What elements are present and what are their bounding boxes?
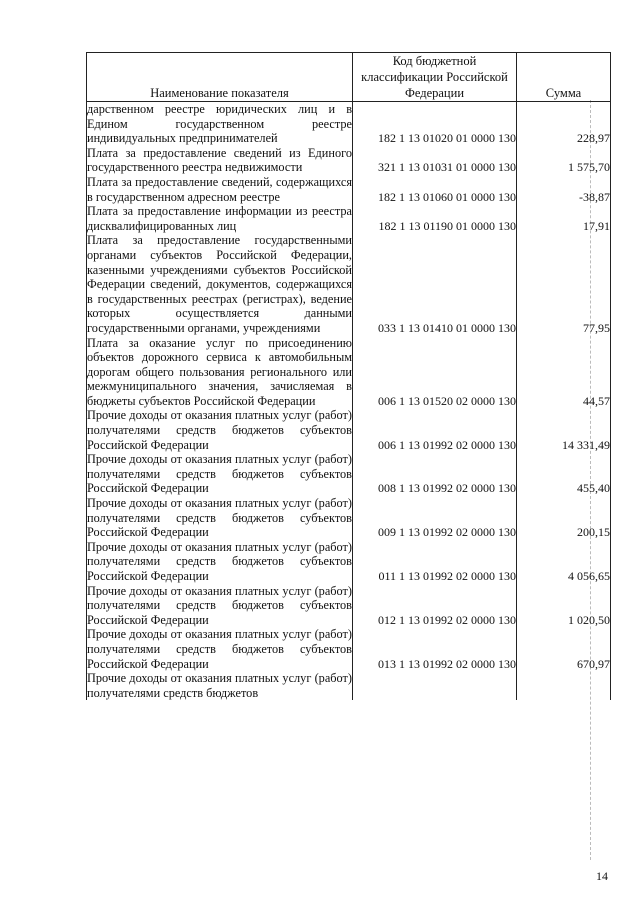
budget-table bbox=[86, 52, 611, 700]
row-amount: 77,95 bbox=[517, 233, 611, 335]
table-row bbox=[87, 204, 611, 233]
row-amount: 670,97 bbox=[517, 627, 611, 671]
row-code: 013 1 13 01992 02 0000 130 bbox=[353, 627, 517, 671]
row-code: 182 1 13 01060 01 0000 130 bbox=[353, 175, 517, 204]
row-amount: -38,87 bbox=[517, 175, 611, 204]
table-row bbox=[87, 584, 611, 628]
table-row bbox=[87, 175, 611, 204]
row-code: 033 1 13 01410 01 0000 130 bbox=[353, 233, 517, 335]
row-amount: 14 331,49 bbox=[517, 408, 611, 452]
table-row bbox=[87, 408, 611, 452]
header-amount: Сумма bbox=[517, 53, 611, 102]
row-code bbox=[353, 671, 517, 700]
table-header-row bbox=[87, 53, 611, 102]
table-row bbox=[87, 452, 611, 496]
table-row bbox=[87, 336, 611, 409]
row-code: 012 1 13 01992 02 0000 130 bbox=[353, 584, 517, 628]
row-name: Плата за предоставление сведений, содержащихся в государственном адресном реестре bbox=[87, 174, 352, 204]
row-amount: 44,57 bbox=[517, 336, 611, 409]
row-name: Прочие доходы от оказания платных услуг (работ) получателями средств бюджетов субъектов Российской Федерации bbox=[87, 496, 352, 540]
row-name: Прочие доходы от оказания платных услуг (работ) получателями средств бюджетов субъектов Российской Федерации bbox=[87, 408, 352, 452]
page-number: 14 bbox=[596, 869, 608, 883]
row-code: 008 1 13 01992 02 0000 130 bbox=[353, 452, 517, 496]
table-row bbox=[87, 540, 611, 584]
table-row bbox=[87, 496, 611, 540]
row-code: 009 1 13 01992 02 0000 130 bbox=[353, 496, 517, 540]
row-name: Плата за предоставление сведений из Единого государственного реестра недвижимости bbox=[87, 145, 352, 175]
row-amount: 17,91 bbox=[517, 204, 611, 233]
row-name: Плата за предоставление государственными органами субъектов Российской Федерации, казенными учреждениями субъектов Российской Федерации сведений, документов, содержащихся в государственных реестрах (регистрах), ведение которых осуществляется данными государственными органами, учреждениями bbox=[87, 233, 352, 335]
row-code: 182 1 13 01020 01 0000 130 bbox=[353, 102, 517, 146]
row-code: 321 1 13 01031 01 0000 130 bbox=[353, 146, 517, 175]
row-amount: 228,97 bbox=[517, 102, 611, 146]
row-name: Прочие доходы от оказания платных услуг (работ) получателями средств бюджетов субъектов Российской Федерации bbox=[87, 539, 352, 583]
row-amount: 1 575,70 bbox=[517, 146, 611, 175]
row-amount: 200,15 bbox=[517, 496, 611, 540]
row-code: 011 1 13 01992 02 0000 130 bbox=[353, 540, 517, 584]
row-code: 182 1 13 01190 01 0000 130 bbox=[353, 204, 517, 233]
row-name: Прочие доходы от оказания платных услуг (работ) получателями средств бюджетов субъектов Российской Федерации bbox=[87, 583, 352, 627]
table-row bbox=[87, 146, 611, 175]
row-amount bbox=[517, 671, 611, 700]
row-code: 006 1 13 01992 02 0000 130 bbox=[353, 408, 517, 452]
row-amount: 455,40 bbox=[517, 452, 611, 496]
header-code: Код бюджетной классификации Российской Федерации bbox=[353, 53, 517, 102]
table-row bbox=[87, 627, 611, 671]
row-name: Прочие доходы от оказания платных услуг (работ) получателями средств бюджетов субъектов Российской Федерации bbox=[87, 452, 352, 496]
row-amount: 4 056,65 bbox=[517, 540, 611, 584]
table-row bbox=[87, 102, 611, 146]
row-name: Прочие доходы от оказания платных услуг (работ) получателями средств бюджетов bbox=[87, 671, 352, 700]
row-name: Прочие доходы от оказания платных услуг (работ) получателями средств бюджетов субъектов Российской Федерации bbox=[87, 627, 352, 671]
row-name: Плата за предоставление информации из реестра дисквалифицированных лиц bbox=[87, 204, 352, 233]
table-row bbox=[87, 233, 611, 335]
row-name: дарственном реестре юридических лиц и в Едином государственном реестре индивидуальных предпринимателей bbox=[87, 102, 352, 146]
row-code: 006 1 13 01520 02 0000 130 bbox=[353, 336, 517, 409]
row-name: Плата за оказание услуг по присоединению объектов дорожного сервиса к автомобильным дорогам общего пользования регионального или межмуниципального значения, зачисляемая в бюджеты субъектов Российской Федерации bbox=[87, 335, 352, 408]
header-name: Наименование показателя bbox=[87, 53, 353, 102]
row-amount: 1 020,50 bbox=[517, 584, 611, 628]
table-row bbox=[87, 671, 611, 700]
